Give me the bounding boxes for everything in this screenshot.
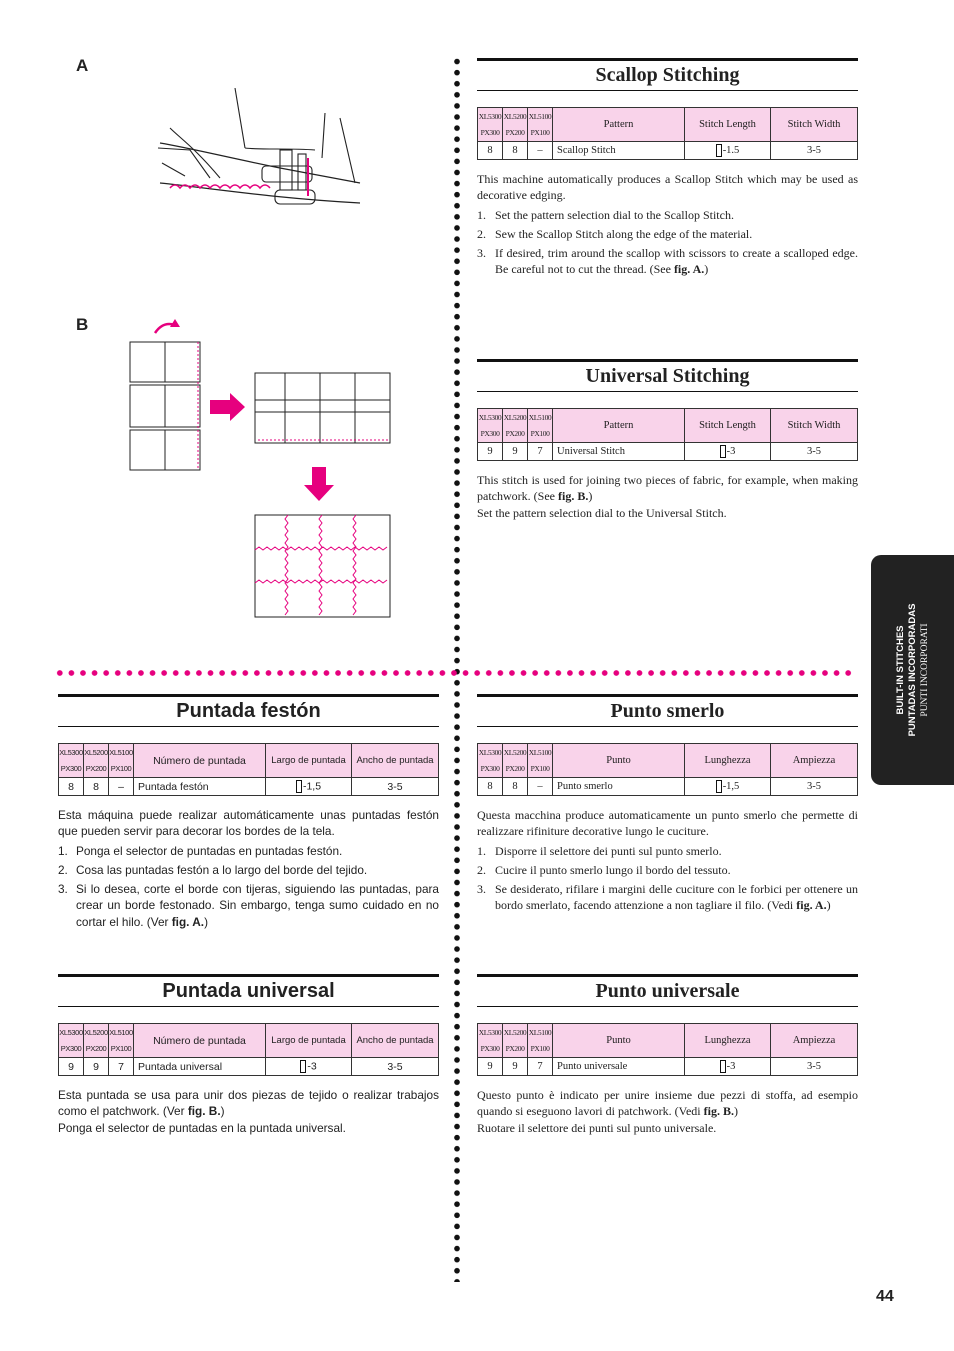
spec-table: XL5300 PX300 XL5200 PX200 XL5100 PX100 Pattern Stitch Length Stitch Width 9 9 7 Universal Stitch -3 3-5: [477, 408, 858, 461]
spec-table: XL5300 PX300 XL5200 PX200 XL5100 PX100 Punto Lunghezza Ampiezza 9 9 7 Punto universale -3 3-5: [477, 1023, 858, 1076]
spec-table: XL5300 PX300 XL5200 PX200 XL5100 PX100 Pattern Stitch Length Stitch Width 8 8 – Scallop Stitch -1.5 3-5: [477, 107, 858, 160]
tab-line-it: PUNTI INCORPORATI: [919, 623, 930, 717]
header-width: Stitch Width: [771, 108, 858, 142]
figure-b-label: B: [76, 315, 89, 334]
header-length: Stitch Length: [685, 108, 771, 142]
length-icon: [720, 445, 726, 458]
figure-b-illustration: [120, 315, 400, 620]
spec-table: XL5300 PX300 XL5200 PX200 XL5100 PX100 Número de puntada Largo de puntada Ancho de puntada 9 9 7 Puntada universal -3 3-5: [58, 1023, 439, 1076]
figure-a-label: A: [76, 56, 89, 75]
section-scallop-en: [477, 58, 858, 281]
length-icon: [716, 780, 722, 793]
section-title: Scallop Stitching: [477, 58, 858, 91]
section-universal-it: [477, 974, 858, 1136]
instructions: Esta puntada se usa para unir dos piezas de tejido o realizar trabajos como el patchwork. (Ver fig. B.) Ponga el selector de puntadas en la puntada universal.: [58, 1088, 439, 1135]
instructions: Questo punto è indicato per unire insieme due pezzi di stoffa, ad esempio quando si eseguono lavori di patchwork. (Vedi fig. B.) Ruotare il selettore dei punti sul punto universale.: [477, 1088, 858, 1135]
section-title: Punto smerlo: [477, 694, 858, 727]
section-scallop-es: [58, 694, 439, 933]
spec-table: XL5300 PX300 XL5200 PX200 XL5100 PX100 Número de puntada Largo de puntada Ancho de puntada 8 8 – Puntada festón -1,5 3-5: [58, 743, 439, 796]
section-scallop-it: [477, 694, 858, 917]
section-universal-es: [58, 974, 439, 1136]
instructions: This machine automatically produces a Scallop Stitch which may be used as decorative edging. 1. Set the pattern selection dial to the Scallop Stitch. 2. Sew the Scallop Stitch along the edge of the material. 3. If desired, trim around the scallop with scissors to create a scalloped edge. Be careful not to cut the thread. (See fig. A.): [477, 172, 858, 277]
page-number: 44: [876, 1288, 894, 1305]
figure-a-illustration: [150, 88, 370, 213]
spec-table: XL5300 PX300 XL5200 PX200 XL5100 PX100 Punto Lunghezza Ampiezza 8 8 – Punto smerlo -1,5 3-5: [477, 743, 858, 796]
instructions: Esta máquina puede realizar automáticamente unas puntadas festón que pueden servir para decorar los bordes de la tela. 1. Ponga el selector de puntadas en puntadas festón. 2. Cosa las puntadas festón a lo largo del borde del tejido. 3. Si lo desea, corte el borde con tijeras, siguiendo las puntadas, para crear un borde festonado. Sin embargo, tenga sumo cuidado en no cortar el hilo. (Ver fig. A.): [58, 808, 439, 929]
section-title: Universal Stitching: [477, 359, 858, 392]
tab-line-en: BUILT-IN STITCHES: [894, 625, 906, 715]
chapter-tab: [871, 555, 954, 785]
horizontal-divider: [54, 669, 854, 677]
section-title: Puntada universal: [58, 974, 439, 1007]
instructions: This stitch is used for joining two pieces of fabric, for example, when making patchwork. (See fig. B.) Set the pattern selection dial to the Universal Stitch.: [477, 473, 858, 520]
pattern-name: Scallop Stitch: [553, 142, 685, 160]
header-pattern: Pattern: [553, 108, 685, 142]
section-title: Puntada festón: [58, 694, 439, 727]
length-icon: [296, 780, 302, 793]
section-title: Punto universale: [477, 974, 858, 1007]
section-universal-en: [477, 359, 858, 521]
length-icon: [720, 1060, 726, 1073]
tab-line-es: PUNTADAS INCORPORADAS: [906, 603, 918, 737]
length-icon: [300, 1060, 306, 1073]
instructions: Questa macchina produce automaticamente un punto smerlo che permette di realizzare rifiniture decorative lungo le cuciture. 1. Disporre il selettore dei punti sul punto smerlo. 2. Cucire il punto smerlo lungo il bordo del tessuto. 3. Se desiderato, rifilare i margini delle cuciture con le forbici per ottenere un bordo smerlato, facendo attenzione a non tagliare il filo. (Vedi fig. A.): [477, 808, 858, 913]
length-icon: [716, 144, 722, 157]
